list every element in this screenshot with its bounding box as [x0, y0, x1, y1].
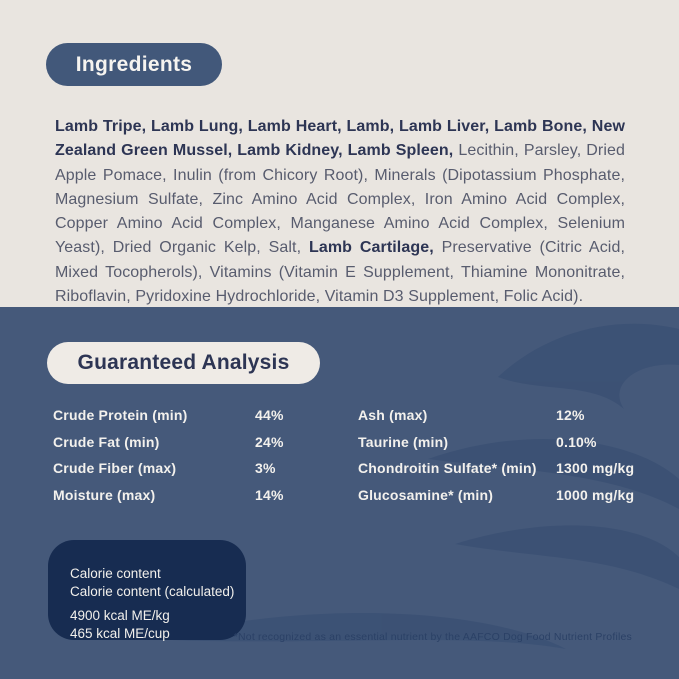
- nutrient-label: Ash (max): [358, 407, 428, 424]
- nutrient-value: 3%: [255, 460, 276, 477]
- table-row: [358, 482, 634, 509]
- nutrient-value: 14%: [255, 486, 284, 503]
- ingredients-regular-1: Lecithin, Parsley, Dried Apple Pomace, Inulin (from Chicory Root), Minerals (Dipotassium Phosphate, Magnesium Sulfate, Zinc Amino Acid Complex, Iron Amino Acid Complex, Copper Amino Acid Complex, Manganese Amino Acid Complex, Selenium Yeast), Dried Organic Kelp, Salt,: [55, 142, 625, 257]
- ingredients-paragraph: [55, 115, 625, 309]
- ingredients-bold-mid: Lamb Cartilage,: [308, 239, 434, 257]
- aafco-footnote: *Not recognized as an essential nutrient by the AAFCO Dog Food Nutrient Profiles: [233, 631, 632, 643]
- calorie-line-1: Calorie content: [70, 566, 161, 581]
- calorie-content-box: [48, 540, 246, 640]
- guaranteed-analysis-badge-label: Guaranteed Analysis: [77, 351, 290, 374]
- guaranteed-analysis-badge: [47, 342, 320, 384]
- table-row: [53, 482, 358, 509]
- analysis-right-column: [358, 402, 634, 508]
- table-row: [53, 455, 358, 482]
- nutrient-label: Glucosamine* (min): [358, 486, 494, 503]
- table-row: [358, 429, 634, 456]
- nutrient-value: 24%: [255, 433, 284, 450]
- calorie-line-3: 4900 kcal ME/kg: [70, 608, 170, 623]
- nutrient-label: Crude Fiber (max): [53, 460, 177, 477]
- calorie-line-4: 465 kcal ME/cup: [70, 626, 170, 641]
- nutrient-label: Moisture (max): [53, 486, 156, 503]
- nutrient-value: 1000 mg/kg: [556, 486, 635, 503]
- table-row: [358, 455, 634, 482]
- nutrient-label: Taurine (min): [358, 433, 449, 450]
- ingredients-bold-lead: Lamb Tripe, Lamb Lung, Lamb Heart, Lamb, Lamb Liver, Lamb Bone, New Zealand Green Mussel, Lamb Kidney, Lamb Spleen,: [55, 118, 625, 160]
- nutrient-value: 1300 mg/kg: [556, 460, 635, 477]
- nutrient-label: Crude Fat (min): [53, 433, 160, 450]
- calorie-line-2: Calorie content (calculated): [70, 584, 235, 599]
- nutrient-label: Chondroitin Sulfate* (min): [358, 460, 537, 477]
- ingredients-regular-2: Preservative (Citric Acid, Mixed Tocopherols), Vitamins (Vitamin E Supplement, Thiamine Mononitrate, Riboflavin, Pyridoxine Hydrochloride, Vitamin D3 Supplement, Folic Acid).: [55, 239, 625, 306]
- nutrient-value: 0.10%: [556, 433, 597, 450]
- ingredients-section: [0, 0, 679, 307]
- table-row: [358, 402, 634, 429]
- table-row: [53, 429, 358, 456]
- nutrient-label: Crude Protein (min): [53, 407, 188, 424]
- ingredients-badge-label: Ingredients: [75, 52, 193, 76]
- analysis-left-column: [53, 402, 358, 508]
- guaranteed-analysis-table: [53, 402, 634, 508]
- table-row: [53, 402, 358, 429]
- nutrient-value: 12%: [556, 407, 585, 424]
- guaranteed-analysis-section: [0, 307, 679, 679]
- ingredients-badge: [46, 43, 222, 86]
- nutrient-value: 44%: [255, 407, 284, 424]
